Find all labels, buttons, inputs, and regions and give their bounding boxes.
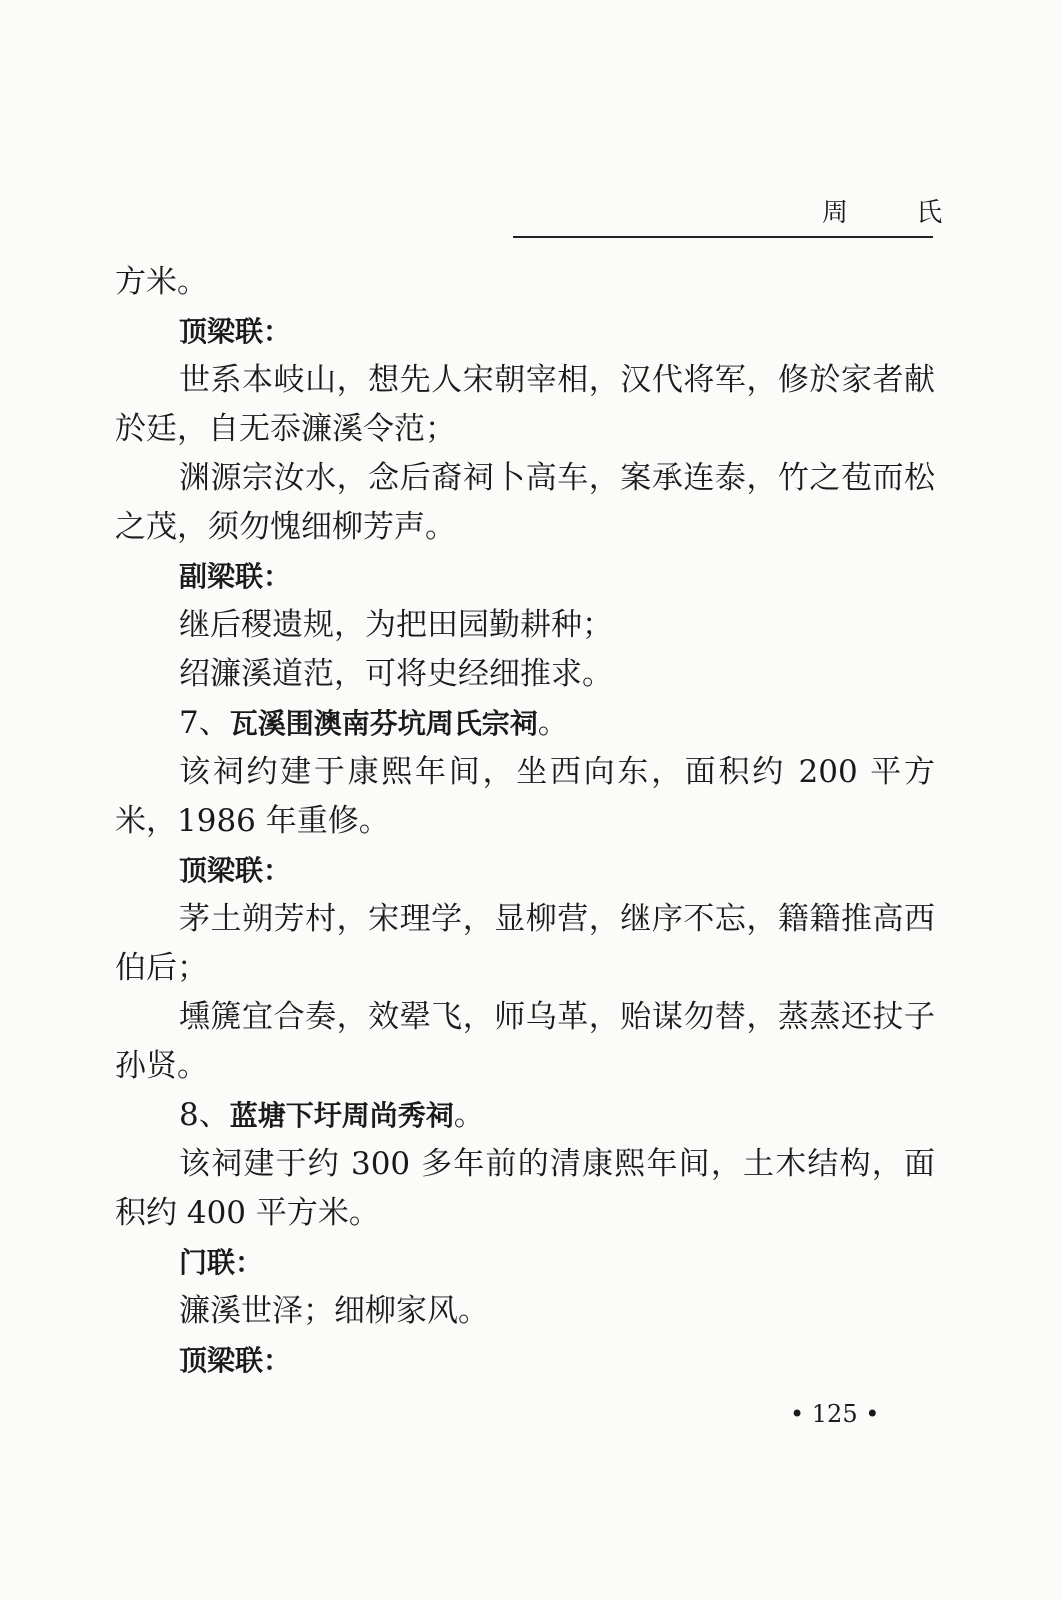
item-end: 。 [453,1097,485,1133]
label-text: 门联： [179,1246,264,1279]
paragraph: 绍濂溪道范，可将史经细推求。 [179,656,613,692]
item-end: 。 [537,705,569,741]
paragraph: 世系本岐山，想先人宋朝宰相，汉代将军，修於家者献於廷，自无忝濂溪令范； [115,362,935,447]
paragraph: 该祠建于约 300 多年前的清康熙年间，土木结构，面积约 400 平方米。 [115,1146,935,1231]
item-title: 瓦溪围澳南芬坑周氏宗祠 [229,707,538,740]
item-heading [115,699,935,748]
running-header: 周 氏 [822,198,973,228]
paragraph: 渊源宗汝水，念后裔祠卜高车，案承连泰，竹之苞而松之茂，须勿愧细柳芳声。 [115,460,935,545]
section-label [115,552,935,601]
section-label [115,307,935,356]
label-text: 顶梁联： [179,1344,292,1377]
section-label [115,1336,935,1385]
section-label [115,1238,935,1287]
paragraph: 继后稷遗规，为把田园勤耕种； [179,607,613,643]
header-rule [513,236,933,238]
item-number: 7、 [179,705,230,741]
label-text: 顶梁联： [179,315,292,348]
label-text: 顶梁联： [179,854,292,887]
item-heading [115,1091,935,1140]
item-number: 8、 [179,1097,230,1133]
paragraph: 该祠约建于康熙年间，坐西向东，面积约 200 平方米，1986 年重修。 [115,754,935,839]
paragraph: 壎篪宜合奏，效翚飞，师乌革，贻谋勿替，蒸蒸还扙子孙贤。 [115,999,935,1084]
paragraph: 茅土朔芳村，宋理学，显柳营，继序不忘，籍籍推高西伯后； [115,901,935,986]
section-label [115,846,935,895]
page-body [115,258,935,1385]
item-title: 蓝塘下圩周尚秀祠 [229,1099,454,1132]
page-number: • 125 • [790,1400,880,1428]
paragraph: 濂溪世泽；细柳家风。 [179,1293,489,1329]
label-text: 副梁联： [179,560,292,593]
paragraph: 方米。 [115,264,208,300]
